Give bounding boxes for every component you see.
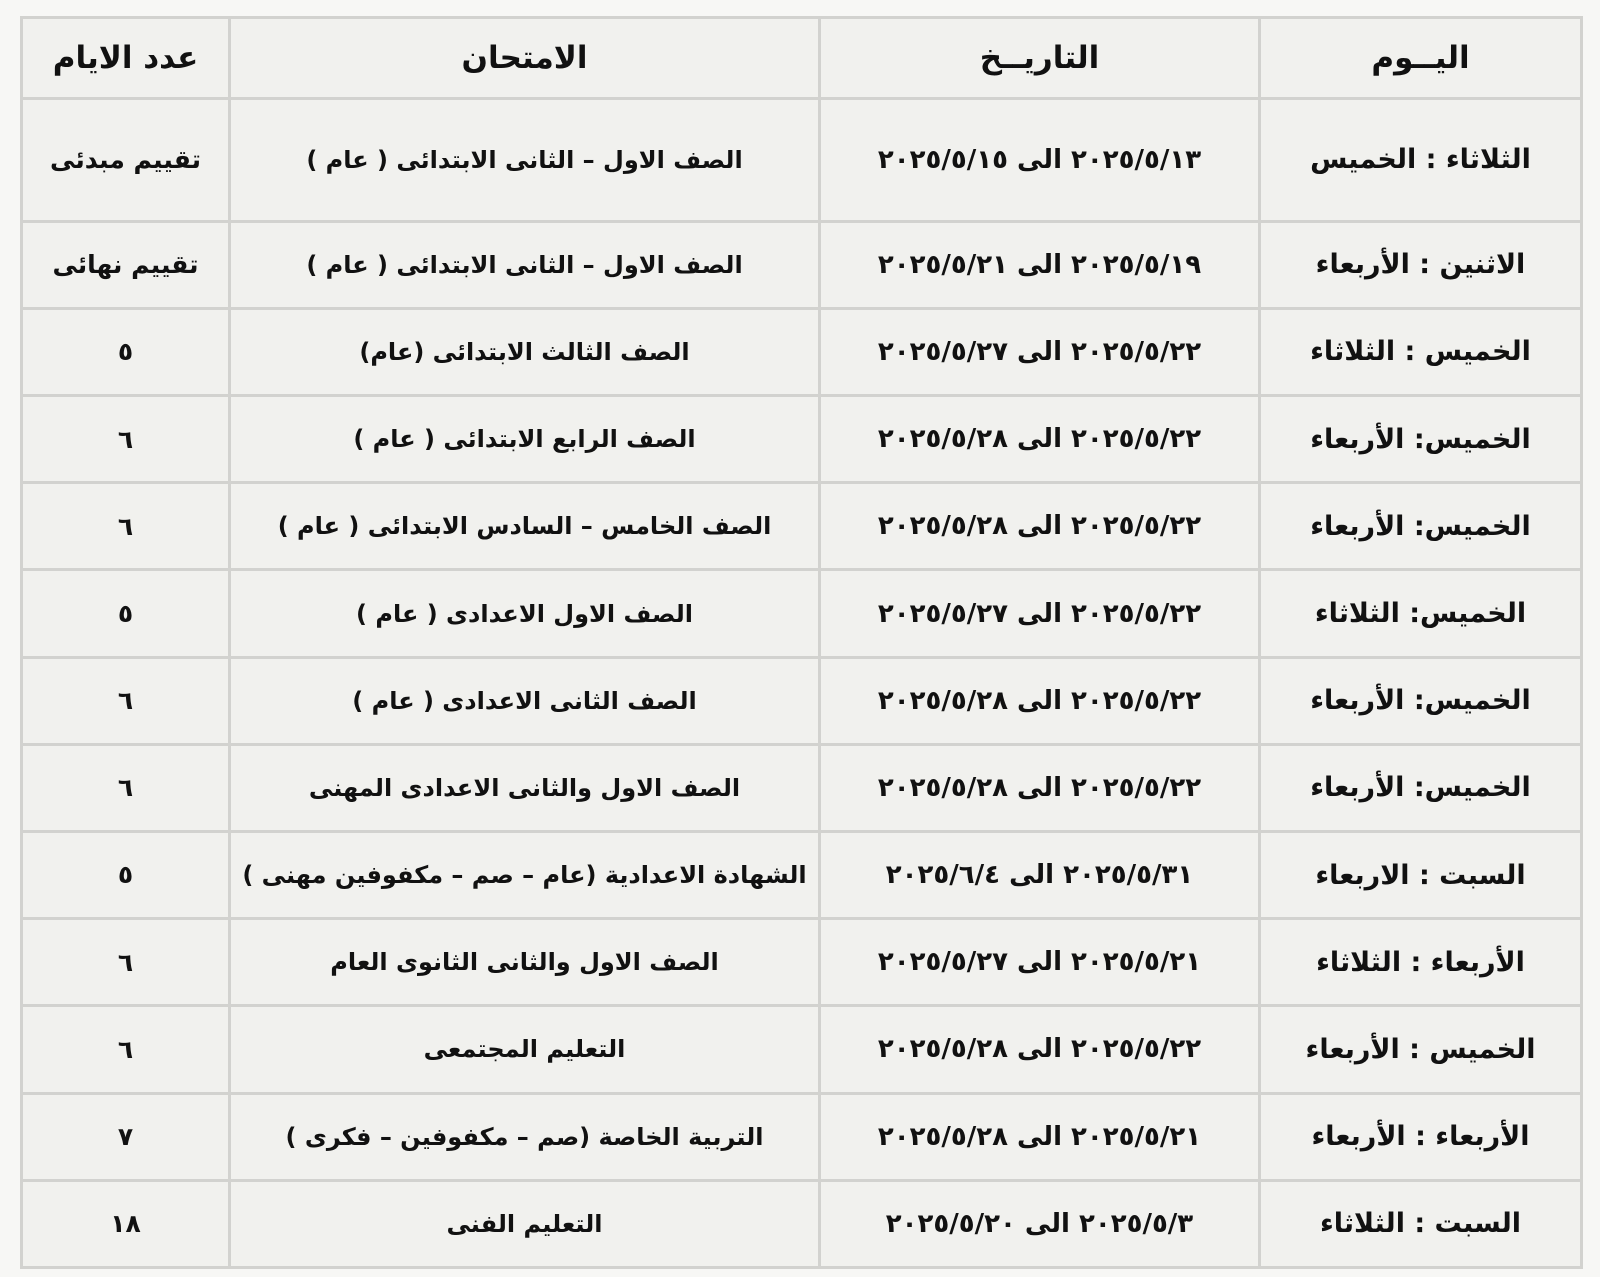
exam-cell: الصف الثالث الابتدائى (عام)	[230, 308, 820, 395]
day-cell: الثلاثاء : الخميس	[1260, 99, 1582, 222]
days-count-cell: ٦	[22, 744, 230, 831]
exam-cell: الصف الاول – الثانى الابتدائى ( عام )	[230, 99, 820, 222]
day-cell: الخميس: الثلاثاء	[1260, 570, 1582, 657]
days-count-cell: ١٨	[22, 1180, 230, 1267]
table-row	[22, 221, 1582, 308]
day-cell: الخميس: الأربعاء	[1260, 483, 1582, 570]
date-cell: ٢٠٢٥/٥/٢٢ الى ٢٠٢٥/٥/٢٨	[820, 744, 1260, 831]
header-days-count: عدد الايام	[22, 18, 230, 99]
day-cell: الاثنين : الأربعاء	[1260, 221, 1582, 308]
exam-cell: التربية الخاصة (صم – مكفوفين – فكرى )	[230, 1093, 820, 1180]
table-row	[22, 483, 1582, 570]
table-row	[22, 1093, 1582, 1180]
day-cell: الأربعاء : الأربعاء	[1260, 1093, 1582, 1180]
date-cell: ٢٠٢٥/٥/٢١ الى ٢٠٢٥/٥/٢٧	[820, 919, 1260, 1006]
date-cell: ٢٠٢٥/٥/٢٢ الى ٢٠٢٥/٥/٢٨	[820, 1006, 1260, 1093]
days-count-cell: ٦	[22, 396, 230, 483]
table-row	[22, 919, 1582, 1006]
table-row	[22, 1006, 1582, 1093]
date-cell: ٢٠٢٥/٥/٢١ الى ٢٠٢٥/٥/٢٨	[820, 1093, 1260, 1180]
exam-cell: الصف الاول – الثانى الابتدائى ( عام )	[230, 221, 820, 308]
header-date: التاريــخ	[820, 18, 1260, 99]
days-count-cell: تقييم مبدئى	[22, 99, 230, 222]
date-cell: ٢٠٢٥/٥/١٣ الى ٢٠٢٥/٥/١٥	[820, 99, 1260, 222]
exam-schedule-table	[20, 16, 1583, 1269]
date-cell: ٢٠٢٥/٥/٣١ الى ٢٠٢٥/٦/٤	[820, 831, 1260, 918]
days-count-cell: ٧	[22, 1093, 230, 1180]
exam-cell: الصف الاول والثانى الثانوى العام	[230, 919, 820, 1006]
day-cell: السبت : الاربعاء	[1260, 831, 1582, 918]
header-exam: الامتحان	[230, 18, 820, 99]
days-count-cell: ٥	[22, 308, 230, 395]
table-row	[22, 99, 1582, 222]
exam-cell: الشهادة الاعدادية (عام – صم – مكفوفين مهنى )	[230, 831, 820, 918]
header-day: اليــوم	[1260, 18, 1582, 99]
days-count-cell: ٦	[22, 1006, 230, 1093]
day-cell: الخميس: الأربعاء	[1260, 744, 1582, 831]
exam-cell: الصف الخامس – السادس الابتدائى ( عام )	[230, 483, 820, 570]
table-row	[22, 657, 1582, 744]
table-row	[22, 570, 1582, 657]
day-cell: الأربعاء : الثلاثاء	[1260, 919, 1582, 1006]
days-count-cell: ٦	[22, 657, 230, 744]
day-cell: السبت : الثلاثاء	[1260, 1180, 1582, 1267]
exam-cell: التعليم الفنى	[230, 1180, 820, 1267]
days-count-cell: ٦	[22, 919, 230, 1006]
table-row	[22, 744, 1582, 831]
header-row	[22, 18, 1582, 99]
day-cell: الخميس: الأربعاء	[1260, 657, 1582, 744]
days-count-cell: ٥	[22, 831, 230, 918]
table-row	[22, 1180, 1582, 1267]
day-cell: الخميس: الأربعاء	[1260, 396, 1582, 483]
exam-cell: الصف الثانى الاعدادى ( عام )	[230, 657, 820, 744]
table-row	[22, 831, 1582, 918]
exam-cell: الصف الاول الاعدادى ( عام )	[230, 570, 820, 657]
date-cell: ٢٠٢٥/٥/٢٢ الى ٢٠٢٥/٥/٢٨	[820, 657, 1260, 744]
date-cell: ٢٠٢٥/٥/٢٢ الى ٢٠٢٥/٥/٢٧	[820, 570, 1260, 657]
date-cell: ٢٠٢٥/٥/٣ الى ٢٠٢٥/٥/٢٠	[820, 1180, 1260, 1267]
days-count-cell: ٥	[22, 570, 230, 657]
day-cell: الخميس : الثلاثاء	[1260, 308, 1582, 395]
exam-cell: التعليم المجتمعى	[230, 1006, 820, 1093]
days-count-cell: ٦	[22, 483, 230, 570]
date-cell: ٢٠٢٥/٥/٢٢ الى ٢٠٢٥/٥/٢٨	[820, 396, 1260, 483]
date-cell: ٢٠٢٥/٥/٢٢ الى ٢٠٢٥/٥/٢٧	[820, 308, 1260, 395]
days-count-cell: تقييم نهائى	[22, 221, 230, 308]
exam-cell: الصف الرابع الابتدائى ( عام )	[230, 396, 820, 483]
date-cell: ٢٠٢٥/٥/١٩ الى ٢٠٢٥/٥/٢١	[820, 221, 1260, 308]
table-row	[22, 396, 1582, 483]
exam-cell: الصف الاول والثانى الاعدادى المهنى	[230, 744, 820, 831]
date-cell: ٢٠٢٥/٥/٢٢ الى ٢٠٢٥/٥/٢٨	[820, 483, 1260, 570]
day-cell: الخميس : الأربعاء	[1260, 1006, 1582, 1093]
table-row	[22, 308, 1582, 395]
